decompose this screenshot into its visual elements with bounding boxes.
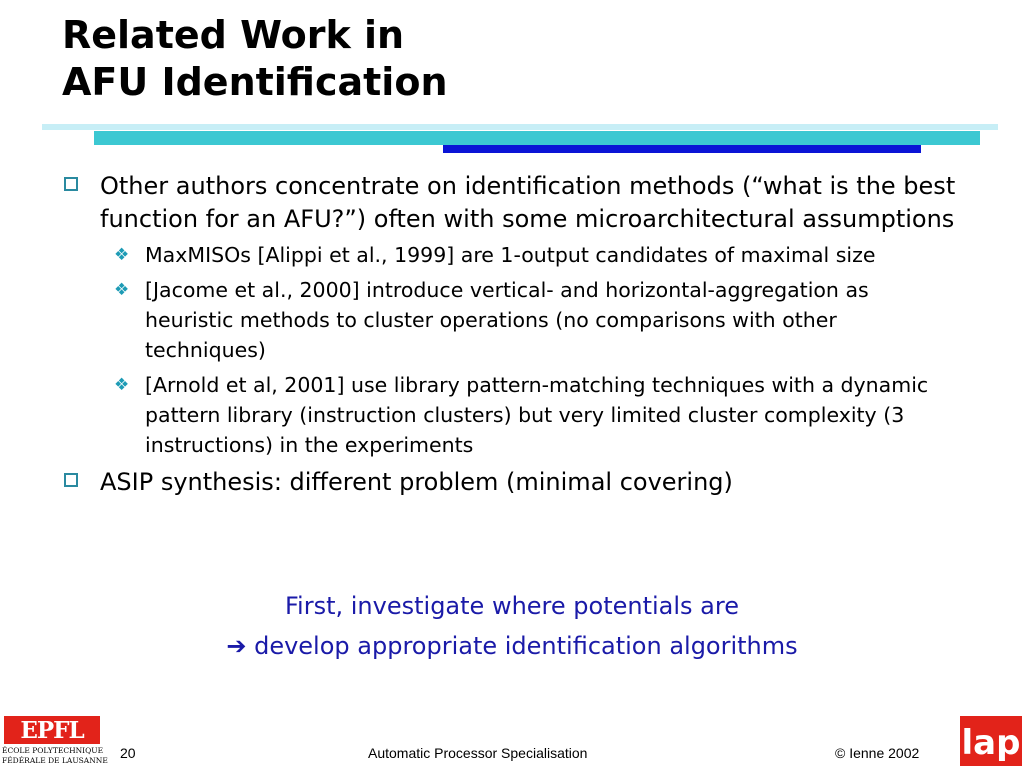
footer-page-number: 20 [120,745,136,761]
square-bullet-icon [64,177,78,191]
bullet-text: ASIP synthesis: different problem (minimal covering) [100,468,733,496]
slide-title-line1: Related Work in [62,13,405,57]
bullet-other-authors [62,170,962,236]
right-arrow-icon: ➔ [226,632,247,660]
slide-title [62,12,448,106]
sub-bullet-maxmisos [62,240,962,270]
lap-logo [960,716,1022,766]
conclusion-text-2: develop appropriate identification algorithms [254,632,798,660]
sub-bullet-jacome [62,275,962,365]
title-rule-light [42,124,998,130]
sub-bullet-arnold [62,370,962,460]
sub-bullet-text: [Jacome et al., 2000] introduce vertical- and horizontal-aggregation as heuristic methods to cluster operations (no comparisons with other techniques) [145,278,869,362]
square-bullet-icon [64,473,78,487]
title-rule-teal [94,131,980,145]
bullet-text: Other authors concentrate on identification methods (“what is the best function for an AFU?”) often with some microarchitectural assumptions [100,172,956,233]
conclusion-line1 [0,590,1024,622]
footer-copyright: © Ienne 2002 [835,745,920,761]
epfl-logo-line1: ÉCOLE POLYTECHNIQUE [2,746,104,755]
epfl-logo [2,716,108,768]
bullet-asip-synthesis [62,466,962,499]
diamond-bullet-icon: ❖ [114,375,130,395]
footer-presentation-title: Automatic Processor Specialisation [368,745,588,761]
conclusion-line2 [0,630,1024,662]
slide-content [62,170,962,503]
epfl-logo-mark: EPFL [20,717,84,744]
sub-bullet-text: [Arnold et al, 2001] use library pattern-matching techniques with a dynamic pattern library (instruction clusters) but very limited cluster complexity (3 instructions) in the experiments [145,373,929,457]
slide-title-line2: AFU Identification [62,60,448,104]
epfl-logo-line2: FÉDÉRALE DE LAUSANNE [2,756,108,765]
title-rule-blue [443,145,921,153]
lap-logo-mark: lap [961,723,1021,763]
diamond-bullet-icon: ❖ [114,280,130,300]
conclusion-text-1: First, investigate where potentials are [285,592,739,620]
diamond-bullet-icon: ❖ [114,245,130,265]
sub-bullet-text: MaxMISOs [Alippi et al., 1999] are 1-output candidates of maximal size [145,243,876,267]
